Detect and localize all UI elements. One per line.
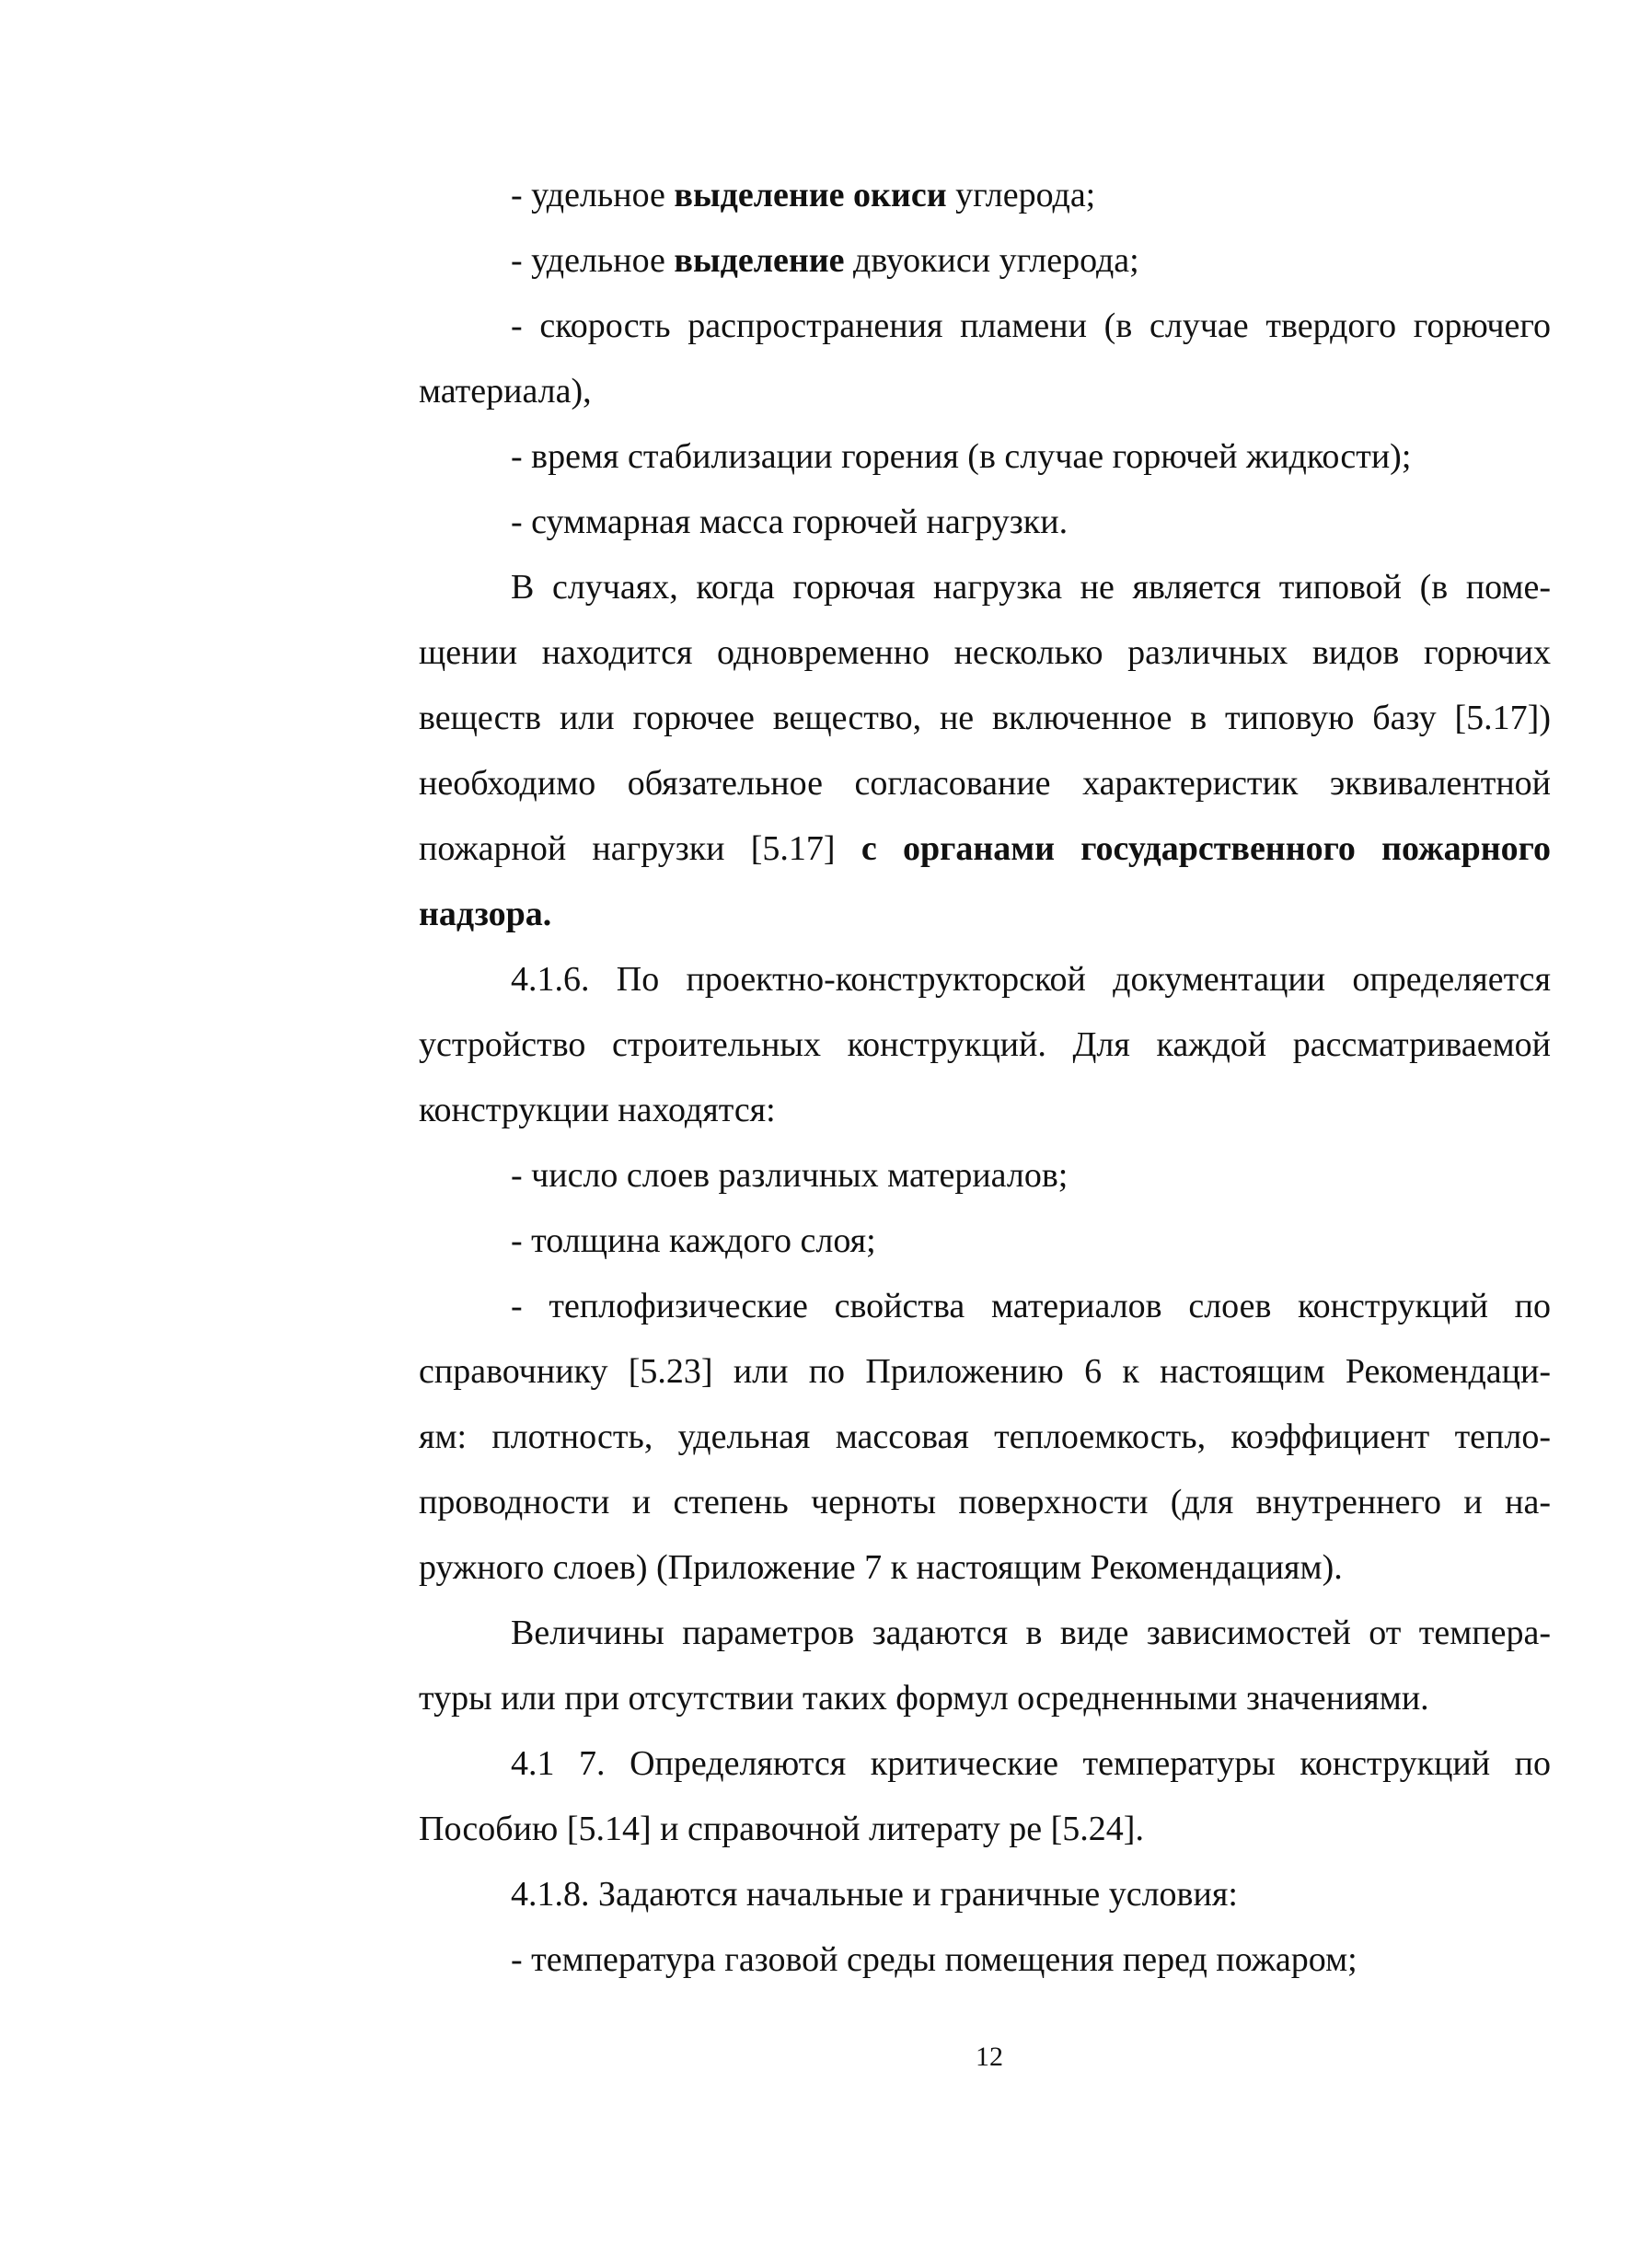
list-item: - температура газовой среды помещения перед пожаром; — [511, 1940, 1357, 1979]
paragraph-line: В случаях, когда горючая нагрузка не является типовой (в поме- — [511, 568, 1551, 607]
page-number: 12 — [976, 2042, 1003, 2072]
paragraph-line: Пособию [5.14] и справочной литерату ре [5.24]. — [419, 1810, 1144, 1848]
list-item: - толщина каждого слоя; — [511, 1221, 876, 1260]
list-item: - суммарная масса горючей нагрузки. — [511, 503, 1069, 541]
list-item: - скорость распространения пламени (в случае твердого горючего — [511, 307, 1551, 345]
list-item: - удельное выделение окиси углерода; — [511, 176, 1096, 214]
list-item: - время стабилизации горения (в случае горючей жидкости); — [511, 437, 1412, 476]
paragraph-line: необходимо обязательное согласование характеристик эквивалентной — [419, 764, 1551, 803]
paragraph-line: справочнику [5.23] или по Приложению 6 к настоящим Рекомендаци- — [419, 1352, 1551, 1391]
paragraph-line: 4.1.6. По проектно-конструкторской документации определяется — [511, 960, 1551, 999]
list-item: - число слоев различных материалов; — [511, 1156, 1069, 1195]
list-item: - теплофизические свойства материалов слоев конструкций по — [511, 1287, 1551, 1325]
paragraph-line: надзора. — [419, 895, 552, 933]
paragraph-line: проводности и степень черноты поверхности (для внутреннего и на- — [419, 1483, 1551, 1521]
paragraph-line: Величины параметров задаются в виде зависимостей от темпера- — [511, 1614, 1551, 1652]
paragraph-line: туры или при отсутствии таких формул осредненными значениями. — [419, 1679, 1429, 1718]
paragraph-line: веществ или горючее вещество, не включенное в типовую базу [5.17]) — [419, 699, 1551, 737]
paragraph-line: пожарной нагрузки [5.17] с органами государственного пожарного — [419, 829, 1551, 868]
paragraph-line: устройство строительных конструкций. Для каждой рассматриваемой — [419, 1025, 1551, 1064]
paragraph-line: 4.1 7. Определяются критические температуры конструкций по — [511, 1744, 1551, 1783]
text-line: материала), — [419, 372, 592, 411]
paragraph-line: конструкции находятся: — [419, 1091, 776, 1129]
list-item: - удельное выделение двуокиси углерода; — [511, 241, 1139, 280]
paragraph-line: ям: плотность, удельная массовая теплоемкость, коэффициент тепло- — [419, 1417, 1551, 1456]
paragraph-line: щении находится одновременно несколько различных видов горючих — [419, 633, 1551, 672]
paragraph-line: 4.1.8. Задаются начальные и граничные условия: — [511, 1875, 1238, 1914]
body-text — [419, 163, 1551, 1993]
paragraph-line: ружного слоев) (Приложение 7 к настоящим Рекомендациям). — [419, 1548, 1343, 1587]
